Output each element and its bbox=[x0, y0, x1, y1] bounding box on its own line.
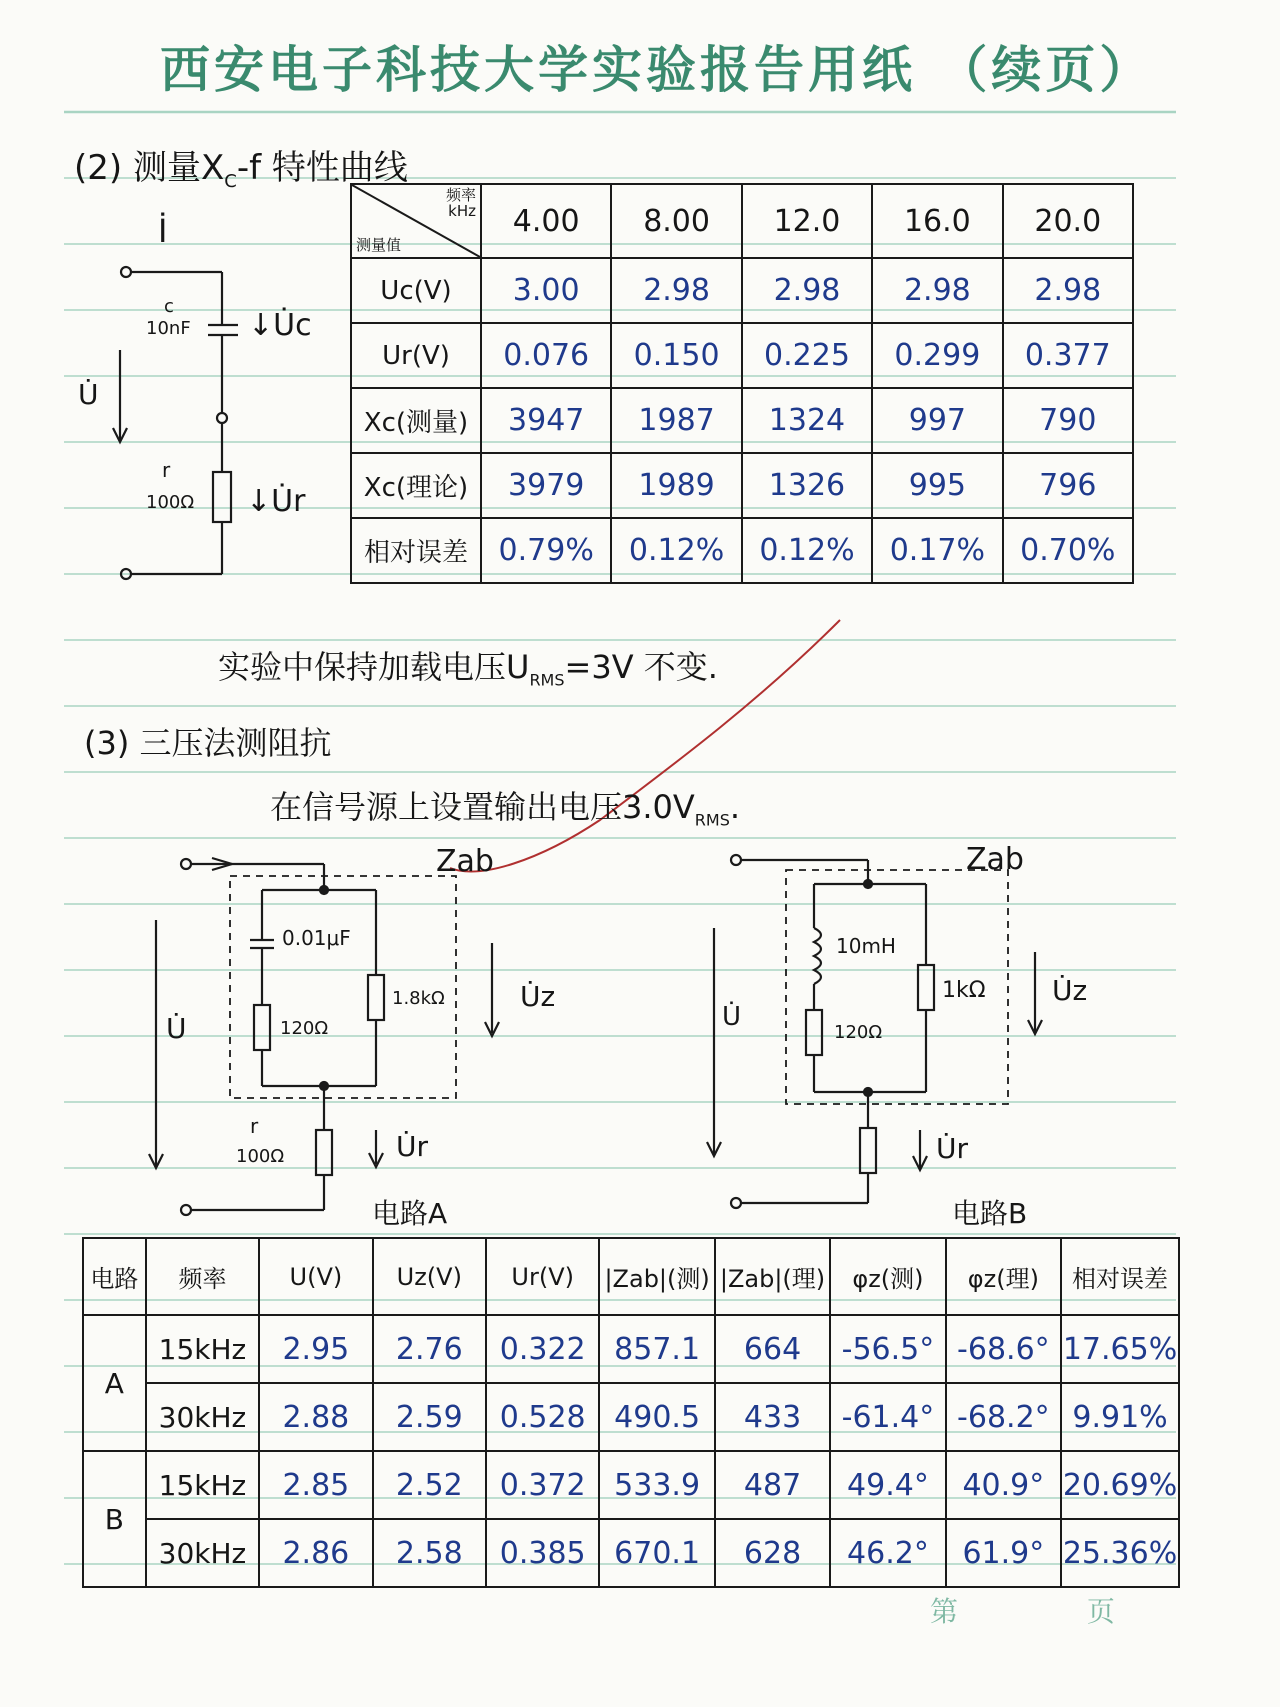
table-row bbox=[351, 518, 1133, 583]
table-cell: 2.98 bbox=[611, 258, 741, 323]
freq-header: 4.00 bbox=[481, 184, 611, 258]
table-cell: 2.58 bbox=[373, 1519, 486, 1587]
page-header-title: 西安电子科技大学实验报告用纸 （续页） bbox=[160, 40, 1154, 99]
column-header: φz(测) bbox=[830, 1238, 945, 1315]
section3-note: 在信号源上设置输出电压$3.0V_{RMS}$. bbox=[270, 788, 741, 830]
table-row bbox=[351, 258, 1133, 323]
circuit-b-u: U̇ bbox=[722, 1002, 742, 1032]
table-cell: 670.1 bbox=[599, 1519, 714, 1587]
table-cell: 17.65% bbox=[1061, 1315, 1179, 1383]
table-cell: 0.17% bbox=[872, 518, 1002, 583]
ur-label: ↓U̇r bbox=[246, 484, 306, 519]
circuit-a-zab: Zab bbox=[436, 844, 494, 879]
freq-cell: 15kHz bbox=[146, 1451, 259, 1519]
table-header-row bbox=[83, 1238, 1179, 1315]
freq-header: 12.0 bbox=[742, 184, 872, 258]
table-cell: 433 bbox=[715, 1383, 830, 1451]
table-cell: 20.69% bbox=[1061, 1451, 1179, 1519]
table-cell: 49.4° bbox=[830, 1451, 945, 1519]
table-cell: 0.70% bbox=[1003, 518, 1133, 583]
row-label: 相对误差 bbox=[351, 518, 481, 583]
impedance-table bbox=[82, 1237, 1180, 1588]
table-cell: 2.98 bbox=[1003, 258, 1133, 323]
circuit-a-ur: U̇r bbox=[396, 1130, 429, 1163]
table-cell: 487 bbox=[715, 1451, 830, 1519]
table-row bbox=[83, 1451, 1179, 1519]
section2-heading: (2) 测量$X_C-f$ 特性曲线 bbox=[74, 148, 408, 192]
table-cell: 2.76 bbox=[373, 1315, 486, 1383]
table-cell: -68.6° bbox=[946, 1315, 1061, 1383]
table-cell: 0.225 bbox=[742, 323, 872, 388]
table-cell: 1324 bbox=[742, 388, 872, 453]
table-cell: 0.12% bbox=[611, 518, 741, 583]
freq-cell: 15kHz bbox=[146, 1315, 259, 1383]
row-label: Xc(理论) bbox=[351, 453, 481, 518]
table-cell: 628 bbox=[715, 1519, 830, 1587]
table-row bbox=[83, 1519, 1179, 1587]
table-cell: 46.2° bbox=[830, 1519, 945, 1587]
corner-unit-label: kHz bbox=[448, 202, 476, 220]
circuit-a-cap: 0.01μF bbox=[282, 926, 351, 950]
row-label: Uc(V) bbox=[351, 258, 481, 323]
u-label: U̇ bbox=[78, 378, 99, 411]
table-cell: 0.385 bbox=[486, 1519, 599, 1587]
table-cell: 997 bbox=[872, 388, 1002, 453]
column-header: 电路 bbox=[83, 1238, 146, 1315]
table-cell: 61.9° bbox=[946, 1519, 1061, 1587]
table-cell: 490.5 bbox=[599, 1383, 714, 1451]
table-cell: 0.528 bbox=[486, 1383, 599, 1451]
circuit-b-ur: U̇r bbox=[936, 1132, 969, 1165]
circuit-b-res2: 1kΩ bbox=[942, 978, 986, 1003]
circuit-a-u: U̇ bbox=[166, 1012, 187, 1045]
table-cell: 0.377 bbox=[1003, 323, 1133, 388]
table-cell: 3947 bbox=[481, 388, 611, 453]
table-cell: 0.076 bbox=[481, 323, 611, 388]
table-row bbox=[351, 323, 1133, 388]
column-header: Ur(V) bbox=[486, 1238, 599, 1315]
column-header: φz(理) bbox=[946, 1238, 1061, 1315]
table-row bbox=[83, 1315, 1179, 1383]
uc-label: ↓U̇c bbox=[248, 308, 312, 343]
table-cell: 533.9 bbox=[599, 1451, 714, 1519]
table-cell: 995 bbox=[872, 453, 1002, 518]
table-cell: 2.95 bbox=[259, 1315, 372, 1383]
table-cell: 2.52 bbox=[373, 1451, 486, 1519]
table-cell: 2.86 bbox=[259, 1519, 372, 1587]
table-cell: 2.98 bbox=[742, 258, 872, 323]
circuit-a-diagram bbox=[140, 840, 500, 1240]
table-cell: 0.372 bbox=[486, 1451, 599, 1519]
freq-header: 16.0 bbox=[872, 184, 1002, 258]
column-header: Uz(V) bbox=[373, 1238, 486, 1315]
xc-f-table bbox=[350, 183, 1134, 584]
cap-name-label: c bbox=[164, 296, 174, 317]
freq-header: 8.00 bbox=[611, 184, 741, 258]
circuit-b-res1: 120Ω bbox=[834, 1022, 883, 1043]
table-header-row bbox=[351, 184, 1133, 258]
table-cell: 1987 bbox=[611, 388, 741, 453]
r-name-label: r bbox=[162, 458, 171, 482]
row-label: Ur(V) bbox=[351, 323, 481, 388]
table-cell: -61.4° bbox=[830, 1383, 945, 1451]
corner-top-label: 频率 bbox=[445, 186, 476, 204]
table-cell: 9.91% bbox=[1061, 1383, 1179, 1451]
section3-heading: (3) 三压法测阻抗 bbox=[84, 724, 332, 762]
column-header: U(V) bbox=[259, 1238, 372, 1315]
corner-cell bbox=[351, 184, 481, 258]
table-cell: -68.2° bbox=[946, 1383, 1061, 1451]
table-cell: 0.12% bbox=[742, 518, 872, 583]
table-cell: 857.1 bbox=[599, 1315, 714, 1383]
column-header: |Zab|(测) bbox=[599, 1238, 714, 1315]
circuit-b-caption: 电路B bbox=[952, 1197, 1028, 1230]
section2-note: 实验中保持加载电压$U_{RMS}=3V$ 不变. bbox=[218, 648, 718, 690]
r-value-label: 100Ω bbox=[146, 492, 195, 513]
table-cell: 0.299 bbox=[872, 323, 1002, 388]
freq-cell: 30kHz bbox=[146, 1383, 259, 1451]
circuit-a-uz: U̇z bbox=[520, 980, 556, 1013]
page-number-label: 第 页 bbox=[930, 1595, 1175, 1628]
table-cell: 3979 bbox=[481, 453, 611, 518]
circuit-group-label: A bbox=[83, 1315, 146, 1451]
row-label: Xc(测量) bbox=[351, 388, 481, 453]
table-cell: 664 bbox=[715, 1315, 830, 1383]
series-rc-circuit bbox=[70, 200, 350, 600]
freq-header: 20.0 bbox=[1003, 184, 1133, 258]
table-cell: 0.79% bbox=[481, 518, 611, 583]
circuit-b-zab: Zab bbox=[966, 842, 1024, 877]
table-cell: 0.150 bbox=[611, 323, 741, 388]
table-row bbox=[83, 1383, 1179, 1451]
table-cell: 2.85 bbox=[259, 1451, 372, 1519]
circuit-a-res1: 120Ω bbox=[280, 1018, 329, 1039]
table-cell: -56.5° bbox=[830, 1315, 945, 1383]
circuit-a-caption: 电路A bbox=[372, 1197, 448, 1230]
table-cell: 790 bbox=[1003, 388, 1133, 453]
corner-bottom-label: 测量值 bbox=[356, 236, 402, 254]
freq-cell: 30kHz bbox=[146, 1519, 259, 1587]
column-header: 相对误差 bbox=[1061, 1238, 1179, 1315]
cap-value-label: 10nF bbox=[146, 318, 191, 339]
table-cell: 3.00 bbox=[481, 258, 611, 323]
column-header: |Zab|(理) bbox=[715, 1238, 830, 1315]
current-label: İ bbox=[158, 212, 168, 250]
table-cell: 2.88 bbox=[259, 1383, 372, 1451]
table-cell: 0.322 bbox=[486, 1315, 599, 1383]
circuit-a-r-name: r bbox=[250, 1114, 259, 1138]
circuit-group-label: B bbox=[83, 1451, 146, 1587]
table-cell: 2.59 bbox=[373, 1383, 486, 1451]
table-cell: 25.36% bbox=[1061, 1519, 1179, 1587]
circuit-b-uz: U̇z bbox=[1052, 974, 1088, 1007]
table-cell: 2.98 bbox=[872, 258, 1002, 323]
circuit-a-r-value: 100Ω bbox=[236, 1146, 285, 1167]
circuit-a-res2: 1.8kΩ bbox=[392, 988, 445, 1009]
table-cell: 796 bbox=[1003, 453, 1133, 518]
table-cell: 1326 bbox=[742, 453, 872, 518]
circuit-b-ind: 10mH bbox=[836, 934, 896, 958]
table-cell: 1989 bbox=[611, 453, 741, 518]
table-cell: 40.9° bbox=[946, 1451, 1061, 1519]
table-row bbox=[351, 388, 1133, 453]
table-row bbox=[351, 453, 1133, 518]
column-header: 频率 bbox=[146, 1238, 259, 1315]
